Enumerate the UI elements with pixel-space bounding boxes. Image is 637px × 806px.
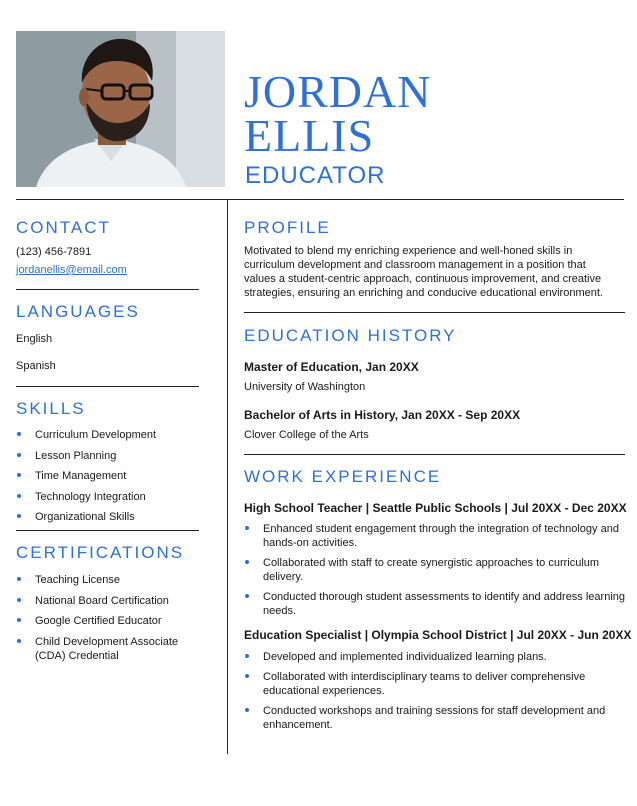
phone-number: (123) 456-7891	[16, 246, 92, 258]
profile-heading: PROFILE	[244, 218, 331, 237]
list-item: Curriculum Development	[16, 428, 199, 442]
work-heading: WORK EXPERIENCE	[244, 467, 442, 486]
list-item: Collaborated with staff to create synergistic approaches to curriculum delivery.	[244, 556, 625, 584]
last-name: ELLIS	[244, 110, 375, 161]
profile-photo	[16, 31, 225, 187]
portrait-image	[16, 31, 225, 187]
list-item: Child Development Associate (CDA) Credential	[16, 635, 199, 663]
skills-section	[16, 399, 199, 524]
degree-title: Bachelor of Arts in History, Jan 20XX - Sep 20XX	[244, 408, 521, 422]
left-column	[16, 200, 199, 663]
list-item: Lesson Planning	[16, 449, 199, 463]
job-title-heading: EDUCATOR	[245, 162, 386, 189]
column-divider	[227, 199, 228, 754]
bullet-icon	[17, 473, 21, 477]
certifications-section	[16, 543, 199, 663]
right-column	[244, 200, 632, 732]
list-item: Enhanced student engagement through the integration of technology and hands-on activities.	[244, 522, 625, 550]
languages-heading: LANGUAGES	[16, 302, 140, 321]
section-divider	[16, 386, 199, 387]
email-link[interactable]: jordanellis@email.com	[16, 264, 127, 276]
section-divider	[244, 454, 625, 455]
list-item: Time Management	[16, 469, 199, 483]
list-item: Google Certified Educator	[16, 614, 199, 628]
skills-heading: SKILLS	[16, 399, 86, 418]
language-item: Spanish	[16, 360, 56, 372]
list-item: Conducted thorough student assessments to identify and address learning needs.	[244, 590, 625, 618]
certifications-heading: CERTIFICATIONS	[16, 543, 185, 562]
bullet-icon	[17, 514, 21, 518]
list-item: Organizational Skills	[16, 510, 199, 524]
certifications-list	[16, 573, 199, 663]
section-divider	[16, 289, 199, 290]
first-name: JORDAN	[244, 66, 432, 117]
bullet-icon	[245, 526, 249, 530]
contact-heading: CONTACT	[16, 218, 111, 237]
candidate-name	[244, 66, 432, 161]
education-heading: EDUCATION HISTORY	[244, 326, 457, 345]
list-item: Conducted workshops and training sessions for staff development and enhancement.	[244, 704, 625, 732]
bullet-icon	[245, 654, 249, 658]
job-entry-title: High School Teacher | Seattle Public Schools | Jul 20XX - Dec 20XX	[244, 501, 627, 515]
contact-section	[16, 218, 199, 278]
bullet-icon	[17, 432, 21, 436]
bullet-icon	[245, 594, 249, 598]
degree-title: Master of Education, Jan 20XX	[244, 360, 419, 374]
school-name: University of Washington	[244, 381, 366, 393]
bullet-icon	[17, 577, 21, 581]
bullet-icon	[17, 618, 21, 622]
profile-section	[244, 218, 625, 300]
list-item: Collaborated with interdisciplinary teams to deliver comprehensive educational experiences.	[244, 670, 625, 698]
profile-summary: Motivated to blend my enriching experience and well-honed skills in curriculum development and classroom management in a position that values a student-centric approach, continuous improvement, and creative strategies, ensuring an enriching and conducive educational environment.	[244, 245, 603, 299]
job-entry-title: Education Specialist | Olympia School District | Jul 20XX - Jun 20XX	[244, 628, 632, 642]
education-section	[244, 326, 625, 442]
languages-section	[16, 302, 199, 373]
school-name: Clover College of the Arts	[244, 429, 369, 441]
bullet-icon	[245, 560, 249, 564]
bullet-icon	[17, 453, 21, 457]
bullet-icon	[245, 708, 249, 712]
list-item: Technology Integration	[16, 490, 199, 504]
job-duties-list	[244, 522, 625, 618]
list-item: Developed and implemented individualized learning plans.	[244, 650, 625, 664]
bullet-icon	[245, 674, 249, 678]
section-divider	[16, 530, 199, 531]
list-item: Teaching License	[16, 573, 199, 587]
skills-list	[16, 428, 199, 524]
list-item: National Board Certification	[16, 594, 199, 608]
bullet-icon	[17, 494, 21, 498]
job-duties-list	[244, 650, 625, 732]
work-section	[244, 467, 632, 732]
section-divider	[244, 312, 625, 313]
bullet-icon	[17, 639, 21, 643]
bullet-icon	[17, 598, 21, 602]
language-item: English	[16, 333, 53, 345]
